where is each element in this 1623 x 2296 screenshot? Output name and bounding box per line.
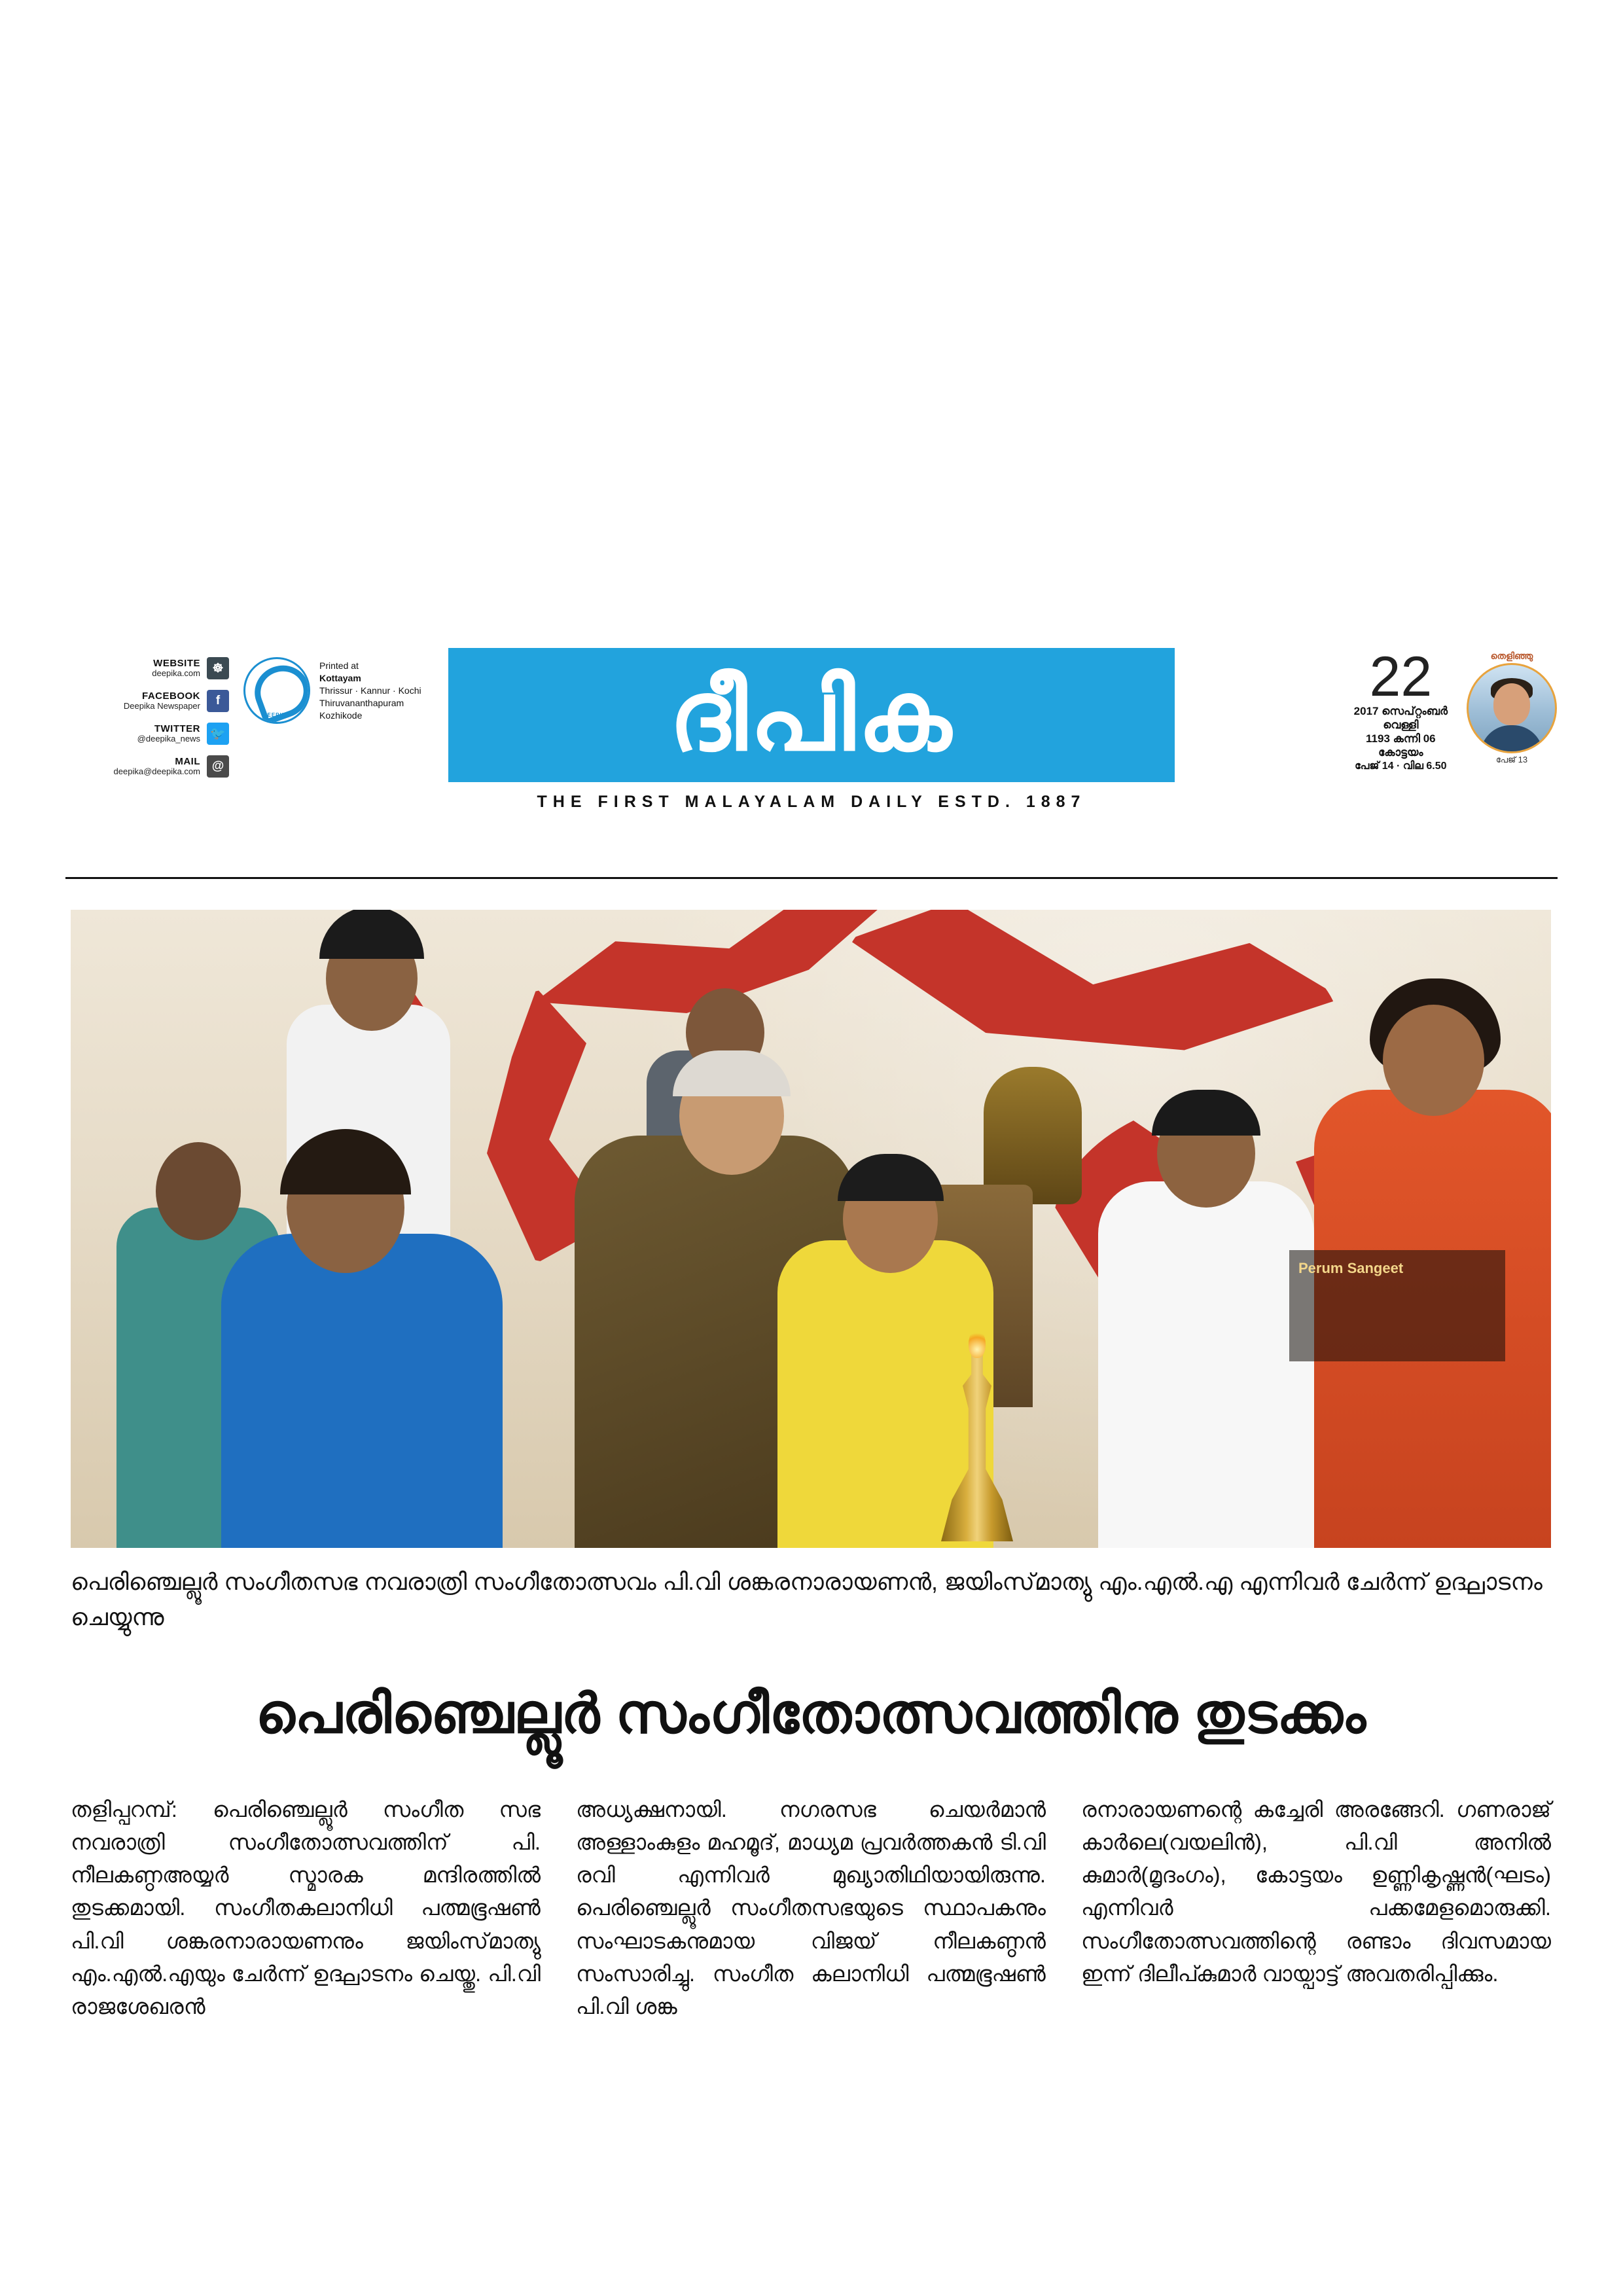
contact-value: deepika@deepika.com [113, 766, 200, 777]
contact-row-facebook[interactable] [65, 690, 229, 712]
masthead-divider [65, 877, 1558, 879]
contact-label: WEBSITE [153, 657, 200, 669]
lead-photo [71, 910, 1551, 1548]
newspaper-tagline: THE FIRST MALAYALAM DAILY ESTD. 1887 [537, 793, 1086, 811]
flame-icon [969, 1329, 986, 1358]
article-body [71, 1793, 1551, 2023]
masthead-left [65, 641, 432, 778]
date-line5: പേജ് 14 · വില 6.50 [1355, 760, 1447, 772]
photo-caption: പെരിഞ്ചെല്ലൂർ സംഗീതസഭ നവരാത്രി സംഗീതോത്സവം പി.വി ശങ്കരനാരായണൻ, ജയിംസ്‌മാത്യു എം.എൽ.എ എന്നിവർ ചേർന്ന് ഉദ്ഘാടനം ചെയ്യുന്നു [71, 1568, 1543, 1630]
promo-portrait[interactable] [1466, 651, 1558, 773]
date-block [1353, 645, 1448, 773]
article-paragraph: അധ്യക്ഷനായി. നഗരസഭ ചെയർമാൻ അള്ളാംകുളം മഹമൂദ്, മാധ്യമ പ്രവർത്തകൻ ടി.വി രവി എന്നിവർ മുഖ്യാതിഥിയായിരുന്നു. പെരിഞ്ചെല്ലൂർ സംഗീതസഭയുടെ സ്ഥാപകനും സംഘാടകനുമായ വിജയ് നീലകണ്ഠൻ സംസാരിച്ചു. സംഗീത കലാനിധി പത്മഭൂഷൺ പി.വി ശങ്ക [576, 1797, 1046, 2018]
mail-icon[interactable]: @ [207, 755, 229, 778]
promo-top-label: തെളിഞ്ഞു [1490, 651, 1533, 661]
masthead-right [1191, 641, 1558, 773]
avatar [1467, 663, 1557, 753]
contact-text [137, 723, 200, 744]
avatar-body [1480, 725, 1543, 753]
date-line3: 1193 കന്നി 06 [1366, 732, 1436, 745]
article-column-1 [71, 1793, 541, 2023]
contact-text [114, 756, 200, 777]
person-head [1383, 1005, 1484, 1116]
twitter-icon[interactable]: 🐦 [207, 723, 229, 745]
deepika-emblem-icon [243, 657, 310, 724]
printed-at-text [319, 657, 421, 721]
photo-background [71, 910, 1551, 1548]
date-day-number: 22 [1369, 645, 1433, 708]
facebook-icon[interactable]: f [207, 690, 229, 712]
contact-row-mail[interactable] [65, 755, 229, 778]
contact-text [124, 691, 200, 711]
contact-label: TWITTER [154, 723, 200, 734]
contact-block [65, 657, 229, 778]
person-hair [319, 910, 424, 959]
printed-at-line4: Thiruvananthapuram [319, 697, 404, 708]
promo-page-ref: പേജ് 13 [1495, 755, 1528, 764]
contact-text [152, 658, 200, 679]
article-paragraph: തളിപ്പറമ്പ്: പെരിഞ്ചെല്ലൂർ സംഗീത സഭ നവരാത്രി സംഗീതോത്സവത്തിന് പി. നീലകണ്ഠഅയ്യർ സ്മാരക മന്ദിരത്തിൽ തുടക്കമായി. സംഗീതകലാനിധി പത്മഭൂഷൺ പി.വി ശങ്കരനാരായണനും ജയിംസ്‌മാത്യു എം.എൽ.എയും ചേർന്ന് ഉദ്ഘാടനം ചെയ്തു. പി.വി രാജശേഖരൻ [71, 1797, 541, 2018]
newspaper-logo [448, 648, 1175, 782]
article-column-2 [576, 1793, 1046, 2023]
contact-label: FACEBOOK [141, 690, 200, 702]
person-body [221, 1234, 503, 1548]
print-block [243, 657, 421, 778]
article-column-3 [1081, 1793, 1551, 2023]
date-line2: വെള്ളി [1383, 718, 1419, 731]
date-line4: കോട്ടയം [1378, 746, 1423, 759]
contact-label: MAIL [175, 755, 200, 767]
contact-row-twitter[interactable] [65, 723, 229, 745]
printed-at-line3: Thrissur · Kannur · Kochi [319, 685, 421, 696]
person-hair [1152, 1090, 1260, 1136]
person-head [156, 1142, 241, 1240]
masthead-center [432, 641, 1191, 812]
statue [984, 1067, 1082, 1204]
contact-value: @deepika_news [137, 734, 200, 744]
event-poster-text: Perum Sangeet [1289, 1250, 1505, 1361]
article-paragraph: രനാരായണന്റെ കച്ചേരി അരങ്ങേറി. ഗണരാജ് കാർലെ(വയലിൻ), പി.വി അനിൽ കുമാർ(മൃദംഗം), കോട്ടയം ഉണ്ണികൃഷ്ണൻ(ഘടം) എന്നിവർ പക്കമേളമൊരുക്കി. സംഗീതോത്സവത്തിന്റെ രണ്ടാം ദിവസമായ ഇന്ന് ദിലീപ്കുമാർ വായ്പാട്ട് അവതരിപ്പിക്കും. [1081, 1797, 1551, 1986]
printed-at-line1: Printed at [319, 660, 359, 671]
printed-at-line5: Kozhikode [319, 709, 363, 721]
globe-icon[interactable]: ☸ [207, 657, 229, 679]
emblem-caption: DEEPIKA [262, 712, 291, 718]
masthead [0, 641, 1623, 864]
mural-branch [830, 910, 1352, 1133]
contact-value: deepika.com [152, 668, 200, 679]
date-line1: 2017 സെപ്റ്റംബർ [1353, 704, 1448, 717]
person-body [1098, 1181, 1314, 1548]
avatar-face [1493, 683, 1530, 725]
page-title: പെരിഞ്ചെല്ലൂർ സംഗീതോത്സവത്തിനു തുടക്കം [255, 1683, 1366, 1744]
contact-row-website[interactable] [65, 657, 229, 679]
contact-value: Deepika Newspaper [123, 701, 200, 711]
printed-at-line2: Kottayam [319, 672, 361, 683]
person-hair [838, 1154, 944, 1201]
newspaper-title: ദീപിക [669, 660, 954, 770]
